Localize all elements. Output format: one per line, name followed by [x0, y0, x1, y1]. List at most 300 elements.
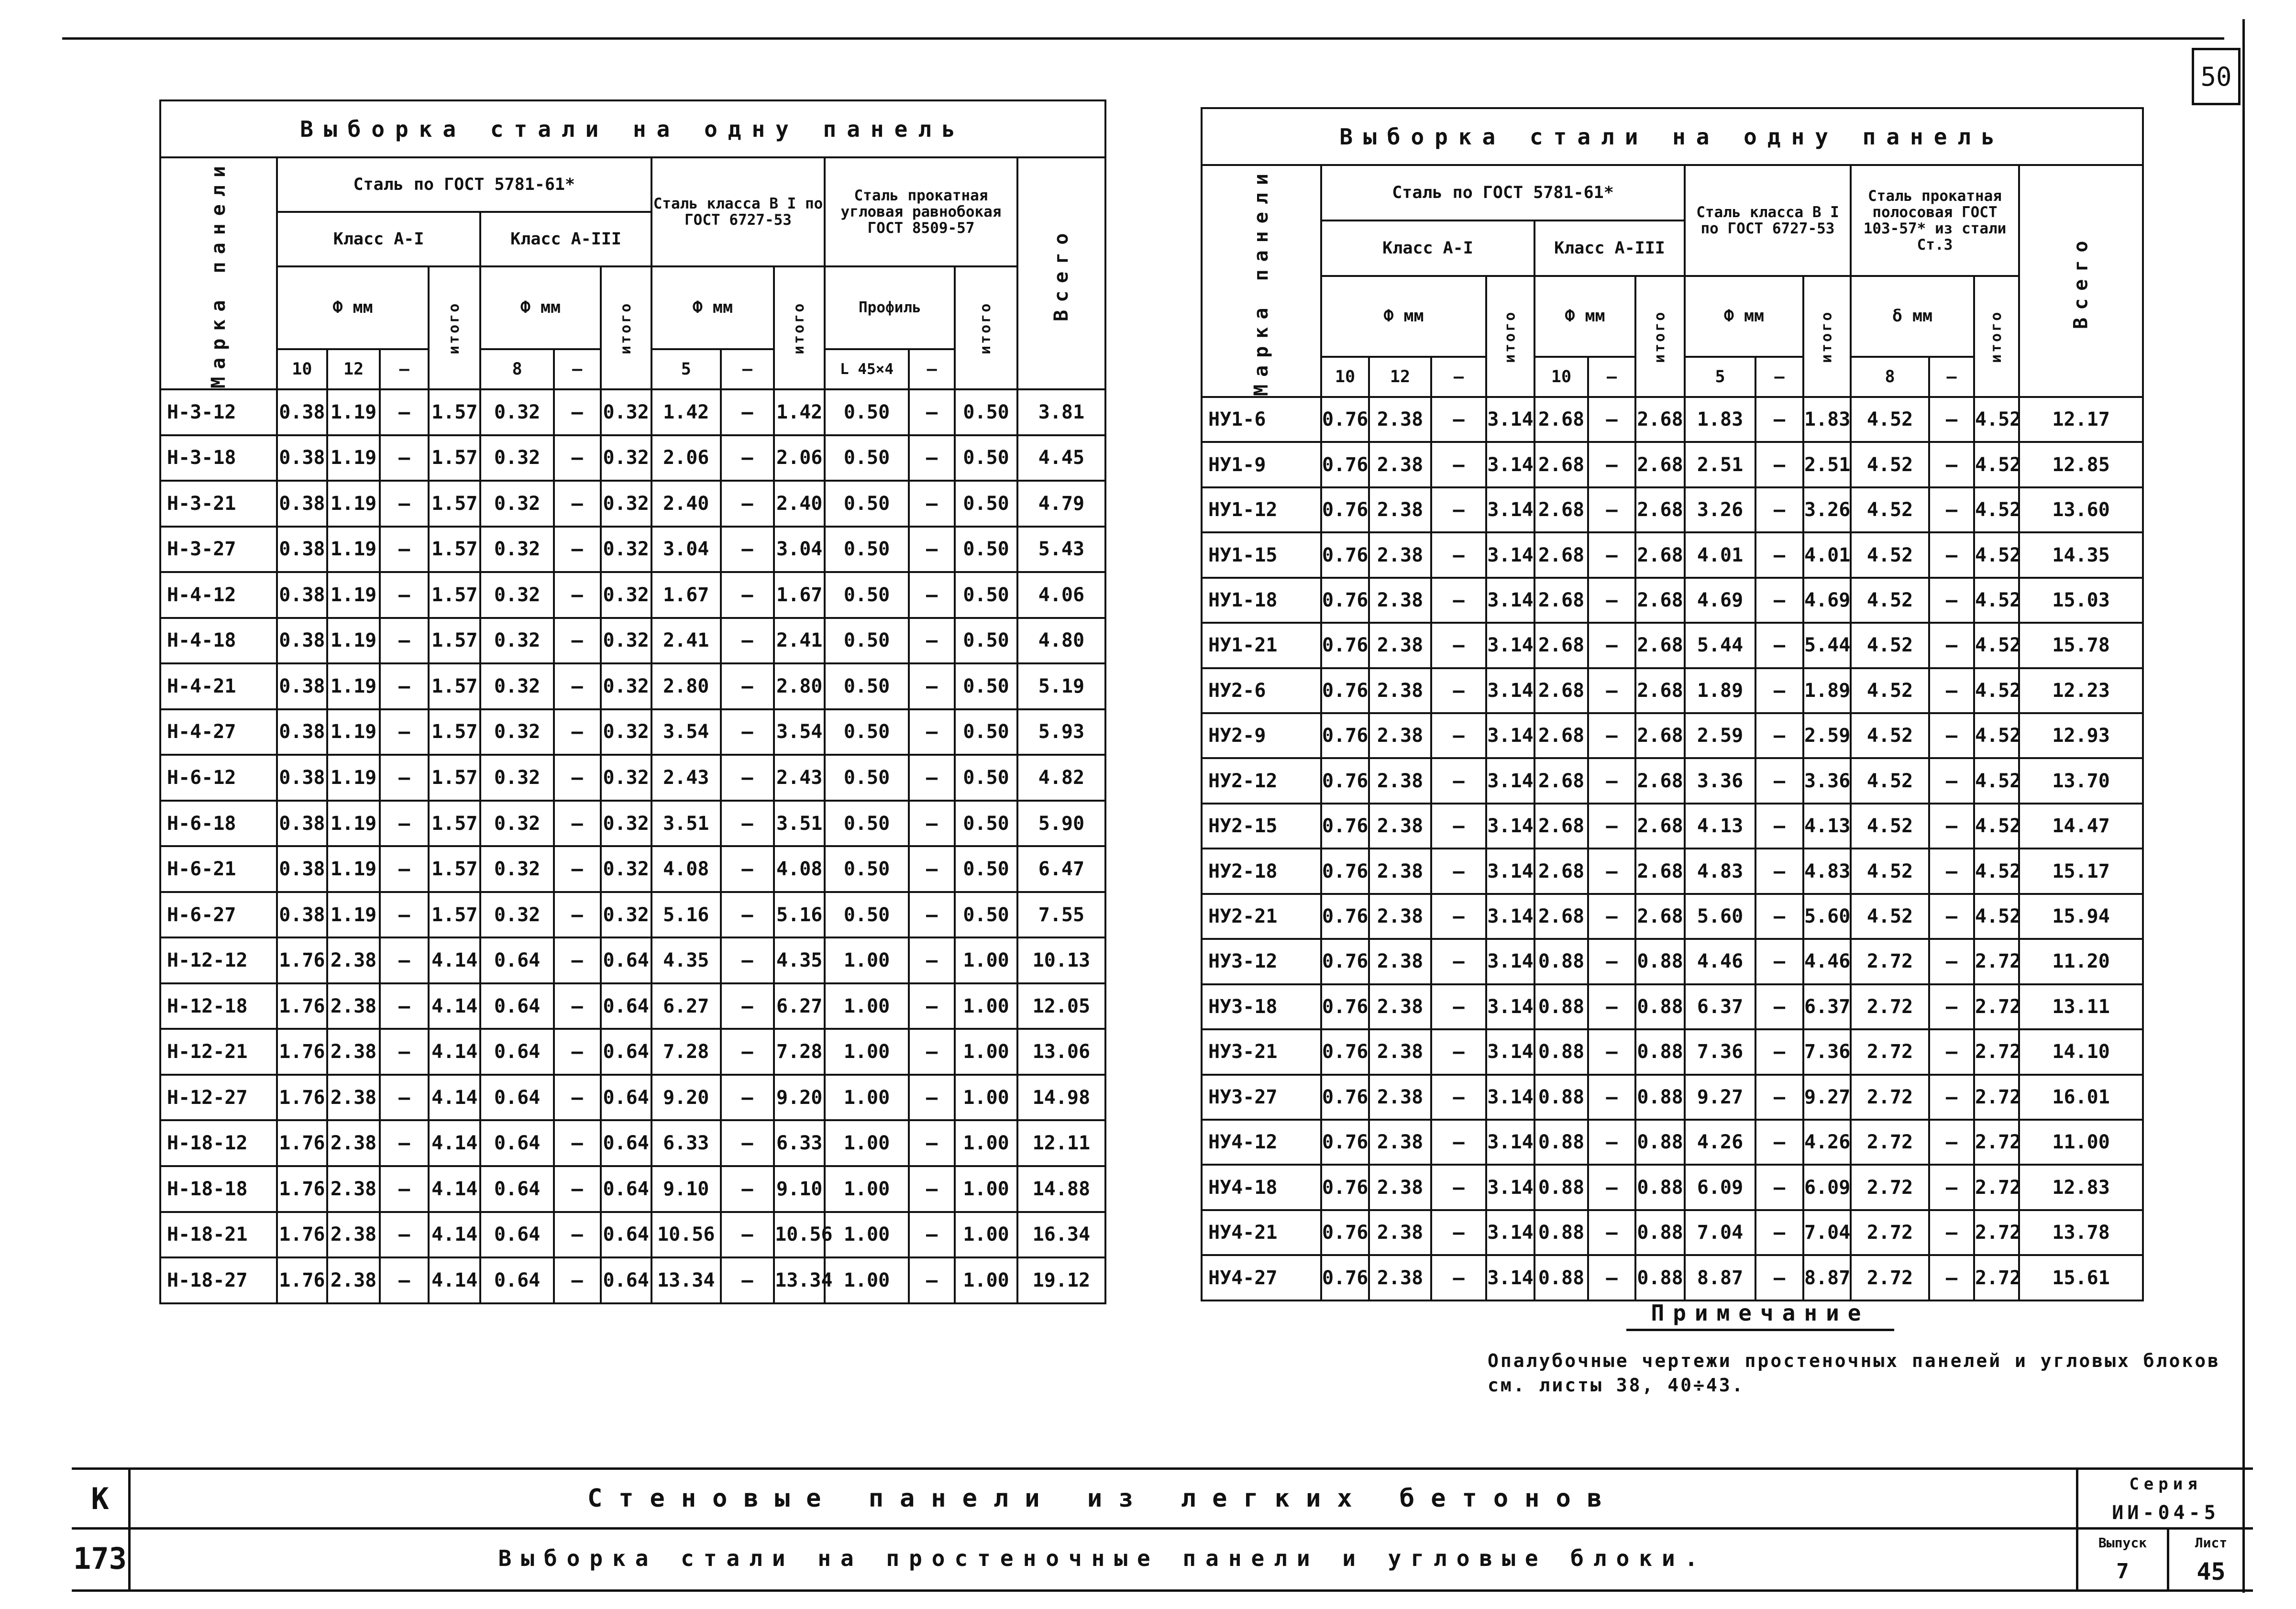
cell-a1-12: 2.38: [1369, 532, 1431, 577]
cell-prof-itogo: 1.00: [955, 1029, 1017, 1075]
cell-b1-5: 7.28: [651, 1029, 721, 1075]
cell-a3-dash: —: [554, 1257, 601, 1303]
cell-a3-itogo: 2.68: [1635, 578, 1685, 623]
cell-b1-5: 1.89: [1685, 668, 1755, 713]
cell-a1-itogo: 3.14: [1486, 1255, 1534, 1300]
cell-prof-dash: —: [909, 1212, 955, 1258]
cell-b1-5: 7.36: [1685, 1029, 1755, 1074]
group-b1-header: Сталь класса В I по ГОСТ 6727-53: [1685, 165, 1851, 276]
cell-marka: НУ4-21: [1202, 1210, 1321, 1255]
cell-prof-dash: —: [1929, 487, 1974, 532]
cell-b1-itogo: 6.27: [774, 983, 825, 1029]
cell-prof-val: 4.52: [1851, 623, 1929, 668]
cell-prof-dash: —: [909, 572, 955, 618]
table-row: [1202, 849, 2143, 893]
table-row: [160, 1212, 1105, 1258]
sub-header-10: 10: [1321, 357, 1369, 397]
cell-a1-itogo: 3.14: [1486, 623, 1534, 668]
cell-prof-val: 1.00: [825, 937, 909, 983]
cell-a3-val: 0.32: [480, 435, 553, 481]
cell-prof-dash: —: [909, 983, 955, 1029]
cell-a3-dash: —: [554, 572, 601, 618]
cell-prof-dash: —: [1929, 623, 1974, 668]
cell-b1-5: 3.51: [651, 801, 721, 847]
cell-a3-dash: —: [1588, 442, 1635, 487]
cell-a3-dash: —: [1588, 487, 1635, 532]
cell-a1-10: 0.38: [277, 435, 327, 481]
cell-a3-val: 2.68: [1534, 849, 1588, 893]
cell-a3-val: 0.64: [480, 1075, 553, 1121]
sub-header-5: 5: [651, 349, 721, 389]
cell-b1-dash: —: [1755, 487, 1803, 532]
cell-a3-val: 2.68: [1534, 487, 1588, 532]
cell-prof-itogo: 4.52: [1974, 532, 2019, 577]
cell-b1-dash: —: [1755, 849, 1803, 893]
cell-a1-12: 2.38: [1369, 713, 1431, 758]
cell-vsego: 14.88: [1017, 1166, 1105, 1212]
cell-b1-itogo: 3.04: [774, 527, 825, 573]
cell-marka: Н-4-18: [160, 618, 277, 664]
table-row: [160, 1075, 1105, 1121]
cell-b1-5: 13.34: [651, 1257, 721, 1303]
cell-marka: НУ2-15: [1202, 804, 1321, 849]
cell-a3-dash: —: [1588, 532, 1635, 577]
cell-prof-itogo: 0.50: [955, 527, 1017, 573]
col-vsego-header: Всего: [1017, 157, 1105, 389]
cell-marka: Н-6-27: [160, 892, 277, 938]
cell-prof-itogo: 2.72: [1974, 939, 2019, 984]
cell-a1-itogo: 1.57: [429, 801, 480, 847]
cell-b1-dash: —: [1755, 397, 1803, 442]
cell-a1-12: 2.38: [1369, 894, 1431, 939]
cell-b1-dash: —: [721, 618, 774, 664]
cell-a1-10: 0.76: [1321, 1255, 1369, 1300]
cell-prof-val: 0.50: [825, 435, 909, 481]
cell-prof-val: 4.52: [1851, 397, 1929, 442]
cell-b1-itogo: 4.35: [774, 937, 825, 983]
cell-a1-12: 2.38: [327, 1212, 380, 1258]
cell-a3-dash: —: [1588, 623, 1635, 668]
cell-b1-5: 3.26: [1685, 487, 1755, 532]
cell-b1-itogo: 4.83: [1803, 849, 1851, 893]
cell-a1-10: 1.76: [277, 983, 327, 1029]
cell-a1-10: 0.76: [1321, 1029, 1369, 1074]
cell-a3-dash: —: [1588, 1210, 1635, 1255]
stamp-title-line-1: Стеновые панели из легких бетонов: [587, 1484, 1619, 1513]
cell-prof-dash: —: [1929, 1029, 1974, 1074]
cell-prof-itogo: 1.00: [955, 1257, 1017, 1303]
cell-a1-10: 0.38: [277, 527, 327, 573]
cell-b1-dash: —: [1755, 1165, 1803, 1210]
cell-marka: Н-3-27: [160, 527, 277, 573]
sub-header-8: 8: [480, 349, 553, 389]
cell-prof-val: 2.72: [1851, 1029, 1929, 1074]
cell-b1-itogo: 2.06: [774, 435, 825, 481]
cell-a1-itogo: 3.14: [1486, 1210, 1534, 1255]
cell-a1-dash: —: [1431, 1029, 1486, 1074]
note-title: Примечание: [1626, 1300, 1894, 1331]
cell-a3-dash: —: [554, 663, 601, 709]
cell-b1-itogo: 2.80: [774, 663, 825, 709]
cell-a3-val: 0.64: [480, 1166, 553, 1212]
table-row: [1202, 804, 2143, 849]
delta-mm-header: δ мм: [1851, 276, 1974, 357]
cell-prof-dash: —: [909, 937, 955, 983]
cell-a3-val: 0.32: [480, 389, 553, 435]
cell-a1-itogo: 1.57: [429, 527, 480, 573]
cell-a1-itogo: 3.14: [1486, 984, 1534, 1029]
cell-b1-5: 6.27: [651, 983, 721, 1029]
right-border-line: [2242, 19, 2245, 1593]
cell-a3-itogo: 0.88: [1635, 1120, 1685, 1165]
cell-a1-dash: —: [380, 846, 429, 892]
cell-a1-dash: —: [380, 709, 429, 755]
cell-marka: Н-6-12: [160, 755, 277, 801]
cell-prof-itogo: 0.50: [955, 846, 1017, 892]
cell-a1-dash: —: [380, 572, 429, 618]
cell-prof-itogo: 1.00: [955, 1120, 1017, 1166]
cell-a3-itogo: 2.68: [1635, 894, 1685, 939]
cell-a3-itogo: 0.64: [601, 937, 651, 983]
cell-prof-val: 0.50: [825, 755, 909, 801]
cell-a1-12: 2.38: [1369, 397, 1431, 442]
cell-a1-itogo: 3.14: [1486, 804, 1534, 849]
cell-a1-dash: —: [1431, 442, 1486, 487]
itogo-header: итого: [601, 266, 651, 389]
cell-a3-val: 2.68: [1534, 442, 1588, 487]
cell-prof-dash: —: [909, 892, 955, 938]
cell-prof-dash: —: [1929, 1210, 1974, 1255]
cell-a3-val: 0.64: [480, 1029, 553, 1075]
cell-a1-itogo: 1.57: [429, 846, 480, 892]
cell-vsego: 19.12: [1017, 1257, 1105, 1303]
cell-vsego: 13.06: [1017, 1029, 1105, 1075]
cell-a1-12: 1.19: [327, 801, 380, 847]
cell-a1-itogo: 1.57: [429, 892, 480, 938]
cell-marka: Н-4-12: [160, 572, 277, 618]
cell-prof-dash: —: [909, 663, 955, 709]
cell-b1-itogo: 8.87: [1803, 1255, 1851, 1300]
cell-prof-itogo: 0.50: [955, 435, 1017, 481]
cell-b1-dash: —: [721, 572, 774, 618]
cell-a3-val: 2.68: [1534, 894, 1588, 939]
cell-a1-12: 1.19: [327, 755, 380, 801]
sheet-number: 50: [2192, 48, 2241, 105]
cell-prof-val: 4.52: [1851, 532, 1929, 577]
cell-prof-itogo: 1.00: [955, 1166, 1017, 1212]
cell-prof-itogo: 0.50: [955, 389, 1017, 435]
cell-prof-itogo: 4.52: [1974, 668, 2019, 713]
cell-b1-dash: —: [1755, 1029, 1803, 1074]
cell-b1-dash: —: [1755, 939, 1803, 984]
cell-b1-itogo: 2.51: [1803, 442, 1851, 487]
cell-a1-dash: —: [380, 1075, 429, 1121]
cell-a1-10: 0.76: [1321, 623, 1369, 668]
cell-a1-10: 0.38: [277, 663, 327, 709]
stamp-left-bottom: 173: [73, 1541, 127, 1576]
cell-a3-val: 0.88: [1534, 984, 1588, 1029]
cell-a1-10: 0.76: [1321, 1165, 1369, 1210]
cell-prof-val: 4.52: [1851, 713, 1929, 758]
cell-a1-itogo: 4.14: [429, 1166, 480, 1212]
cell-a1-itogo: 1.57: [429, 709, 480, 755]
cell-a1-10: 0.76: [1321, 713, 1369, 758]
title-block: [72, 1467, 2253, 1592]
cell-prof-val: 1.00: [825, 1166, 909, 1212]
cell-a3-itogo: 0.32: [601, 435, 651, 481]
cell-a1-12: 2.38: [1369, 1029, 1431, 1074]
cell-prof-itogo: 2.72: [1974, 1165, 2019, 1210]
cell-vsego: 12.85: [2019, 442, 2143, 487]
cell-b1-dash: —: [1755, 668, 1803, 713]
cell-b1-5: 2.06: [651, 435, 721, 481]
cell-a3-itogo: 0.32: [601, 846, 651, 892]
phi-mm-header: Ф мм: [480, 266, 600, 349]
cell-a3-dash: —: [1588, 1120, 1635, 1165]
cell-a3-val: 2.68: [1534, 397, 1588, 442]
cell-marka: НУ1-21: [1202, 623, 1321, 668]
group-gost5781-header: Сталь по ГОСТ 5781-61*: [277, 157, 651, 212]
cell-prof-val: 4.52: [1851, 578, 1929, 623]
cell-a1-12: 2.38: [1369, 758, 1431, 803]
cell-marka: Н-18-21: [160, 1212, 277, 1258]
table-row: [1202, 894, 2143, 939]
cell-a1-itogo: 1.57: [429, 481, 480, 527]
cell-a3-dash: —: [1588, 804, 1635, 849]
cell-a1-dash: —: [380, 481, 429, 527]
cell-b1-5: 1.83: [1685, 397, 1755, 442]
cell-prof-val: 0.50: [825, 709, 909, 755]
group-strip-header: Сталь прокатная полосовая ГОСТ 103-57* из стали Ст.3: [1851, 165, 2019, 276]
cell-marka: Н-12-18: [160, 983, 277, 1029]
itogo-header: итого: [955, 266, 1017, 389]
cell-prof-dash: —: [1929, 578, 1974, 623]
cell-vsego: 10.13: [1017, 937, 1105, 983]
cell-a1-itogo: 4.14: [429, 1029, 480, 1075]
cell-a1-10: 1.76: [277, 937, 327, 983]
list-value: 45: [2197, 1557, 2226, 1586]
cell-prof-val: 0.50: [825, 801, 909, 847]
table-row: [160, 1120, 1105, 1166]
table-row: [1202, 713, 2143, 758]
cell-a1-10: 0.38: [277, 755, 327, 801]
cell-a3-itogo: 0.64: [601, 1166, 651, 1212]
cell-b1-5: 6.37: [1685, 984, 1755, 1029]
vypusk-label: Выпуск: [2098, 1535, 2147, 1551]
cell-a3-dash: —: [1588, 849, 1635, 893]
klass-a3-header: Класс А-III: [1534, 220, 1685, 276]
cell-a1-10: 0.76: [1321, 532, 1369, 577]
cell-a3-val: 0.88: [1534, 1255, 1588, 1300]
table-row: [160, 618, 1105, 664]
cell-a1-10: 0.38: [277, 892, 327, 938]
cell-prof-val: 0.50: [825, 572, 909, 618]
cell-a1-dash: —: [1431, 984, 1486, 1029]
series-label: Серия: [2129, 1475, 2202, 1494]
cell-b1-dash: —: [721, 481, 774, 527]
klass-a1-header: Класс А-I: [1321, 220, 1534, 276]
cell-a3-itogo: 0.32: [601, 618, 651, 664]
cell-prof-dash: —: [909, 1257, 955, 1303]
cell-a1-10: 0.76: [1321, 939, 1369, 984]
cell-a1-itogo: 4.14: [429, 1257, 480, 1303]
cell-marka: Н-3-12: [160, 389, 277, 435]
cell-a3-itogo: 2.68: [1635, 758, 1685, 803]
cell-b1-5: 4.01: [1685, 532, 1755, 577]
cell-b1-5: 2.80: [651, 663, 721, 709]
cell-prof-itogo: 4.52: [1974, 849, 2019, 893]
cell-prof-val: 1.00: [825, 1212, 909, 1258]
cell-a1-itogo: 3.14: [1486, 1120, 1534, 1165]
phi-mm-header: Ф мм: [1685, 276, 1803, 357]
cell-prof-itogo: 1.00: [955, 983, 1017, 1029]
cell-prof-val: 4.52: [1851, 849, 1929, 893]
cell-b1-dash: —: [721, 755, 774, 801]
cell-b1-itogo: 7.36: [1803, 1029, 1851, 1074]
cell-b1-5: 2.41: [651, 618, 721, 664]
cell-a3-dash: —: [554, 983, 601, 1029]
cell-b1-itogo: 6.37: [1803, 984, 1851, 1029]
cell-prof-dash: —: [909, 755, 955, 801]
cell-a1-12: 1.19: [327, 527, 380, 573]
cell-vsego: 16.34: [1017, 1212, 1105, 1258]
cell-a1-dash: —: [1431, 487, 1486, 532]
cell-prof-dash: —: [909, 846, 955, 892]
cell-a3-val: 2.68: [1534, 668, 1588, 713]
cell-vsego: 15.17: [2019, 849, 2143, 893]
cell-a1-itogo: 4.14: [429, 1075, 480, 1121]
cell-b1-5: 6.33: [651, 1120, 721, 1166]
cell-prof-itogo: 1.00: [955, 1212, 1017, 1258]
cell-a1-12: 2.38: [1369, 1075, 1431, 1120]
cell-a1-dash: —: [1431, 532, 1486, 577]
cell-a3-dash: —: [1588, 1165, 1635, 1210]
table-row: [160, 527, 1105, 573]
cell-b1-itogo: 3.51: [774, 801, 825, 847]
cell-vsego: 13.11: [2019, 984, 2143, 1029]
cell-a1-itogo: 3.14: [1486, 442, 1534, 487]
table-row: [1202, 623, 2143, 668]
cell-a1-dash: —: [380, 1029, 429, 1075]
cell-marka: Н-18-12: [160, 1120, 277, 1166]
cell-vsego: 4.82: [1017, 755, 1105, 801]
cell-a1-itogo: 1.57: [429, 389, 480, 435]
cell-b1-5: 4.83: [1685, 849, 1755, 893]
cell-a3-dash: —: [1588, 713, 1635, 758]
cell-prof-dash: —: [909, 1029, 955, 1075]
cell-prof-val: 1.00: [825, 1075, 909, 1121]
cell-a3-val: 2.68: [1534, 758, 1588, 803]
table-row: [1202, 1075, 2143, 1120]
itogo-header: итого: [1803, 276, 1851, 397]
cell-prof-itogo: 2.72: [1974, 1120, 2019, 1165]
cell-b1-itogo: 3.54: [774, 709, 825, 755]
cell-b1-itogo: 5.16: [774, 892, 825, 938]
cell-b1-itogo: 7.04: [1803, 1210, 1851, 1255]
cell-a1-12: 2.38: [327, 1166, 380, 1212]
stamp-left-top: К: [91, 1481, 109, 1516]
cell-a3-val: 0.32: [480, 663, 553, 709]
cell-prof-itogo: 1.00: [955, 937, 1017, 983]
cell-b1-5: 9.20: [651, 1075, 721, 1121]
cell-a1-dash: —: [380, 435, 429, 481]
cell-prof-itogo: 2.72: [1974, 1210, 2019, 1255]
cell-prof-dash: —: [1929, 1165, 1974, 1210]
cell-b1-dash: —: [721, 663, 774, 709]
cell-b1-5: 4.26: [1685, 1120, 1755, 1165]
note-text: Опалубочные чертежи простеночных панелей и угловых блоков см. листы 38, 40÷43.: [1488, 1350, 2221, 1396]
cell-a3-val: 0.88: [1534, 1120, 1588, 1165]
cell-b1-5: 4.13: [1685, 804, 1755, 849]
cell-b1-5: 6.09: [1685, 1165, 1755, 1210]
cell-a3-dash: —: [1588, 668, 1635, 713]
cell-a1-dash: —: [1431, 894, 1486, 939]
cell-prof-itogo: 4.52: [1974, 894, 2019, 939]
cell-a3-dash: —: [1588, 984, 1635, 1029]
cell-prof-val: 2.72: [1851, 1120, 1929, 1165]
cell-b1-dash: —: [1755, 758, 1803, 803]
cell-prof-itogo: 0.50: [955, 709, 1017, 755]
cell-a3-itogo: 2.68: [1635, 623, 1685, 668]
cell-marka: НУ4-18: [1202, 1165, 1321, 1210]
cell-a1-dash: —: [1431, 758, 1486, 803]
cell-a3-itogo: 0.64: [601, 1029, 651, 1075]
cell-b1-5: 10.56: [651, 1212, 721, 1258]
cell-b1-5: 3.04: [651, 527, 721, 573]
cell-b1-itogo: 2.59: [1803, 713, 1851, 758]
cell-a1-dash: —: [1431, 1075, 1486, 1120]
cell-b1-dash: —: [1755, 1255, 1803, 1300]
cell-a3-itogo: 0.32: [601, 572, 651, 618]
cell-a3-itogo: 2.68: [1635, 804, 1685, 849]
cell-a1-10: 0.38: [277, 709, 327, 755]
cell-prof-val: 4.52: [1851, 487, 1929, 532]
cell-a3-val: 0.32: [480, 572, 553, 618]
cell-a3-val: 2.68: [1534, 623, 1588, 668]
table-row: [160, 435, 1105, 481]
cell-marka: Н-18-18: [160, 1166, 277, 1212]
cell-a3-itogo: 0.64: [601, 1120, 651, 1166]
cell-a1-12: 2.38: [1369, 984, 1431, 1029]
cell-a1-dash: —: [380, 892, 429, 938]
cell-prof-itogo: 4.52: [1974, 758, 2019, 803]
cell-a3-dash: —: [554, 709, 601, 755]
vypusk-value: 7: [2116, 1559, 2129, 1584]
cell-a3-dash: —: [554, 1029, 601, 1075]
cell-a1-dash: —: [1431, 1210, 1486, 1255]
cell-a1-10: 0.38: [277, 846, 327, 892]
cell-a3-itogo: 0.32: [601, 709, 651, 755]
cell-b1-dash: —: [721, 801, 774, 847]
cell-b1-dash: —: [721, 983, 774, 1029]
cell-a3-itogo: 0.64: [601, 983, 651, 1029]
table-row: [1202, 532, 2143, 577]
phi-mm-header: Ф мм: [277, 266, 429, 349]
cell-b1-5: 4.69: [1685, 578, 1755, 623]
cell-a3-val: 0.32: [480, 481, 553, 527]
table-row: [1202, 668, 2143, 713]
cell-b1-itogo: 2.43: [774, 755, 825, 801]
cell-b1-dash: —: [721, 1257, 774, 1303]
cell-b1-itogo: 3.26: [1803, 487, 1851, 532]
cell-a3-itogo: 2.68: [1635, 668, 1685, 713]
cell-prof-dash: —: [1929, 804, 1974, 849]
cell-a1-10: 1.76: [277, 1166, 327, 1212]
cell-prof-dash: —: [1929, 713, 1974, 758]
cell-a1-itogo: 3.14: [1486, 1029, 1534, 1074]
cell-marka: НУ1-12: [1202, 487, 1321, 532]
cell-a1-12: 2.38: [327, 983, 380, 1029]
